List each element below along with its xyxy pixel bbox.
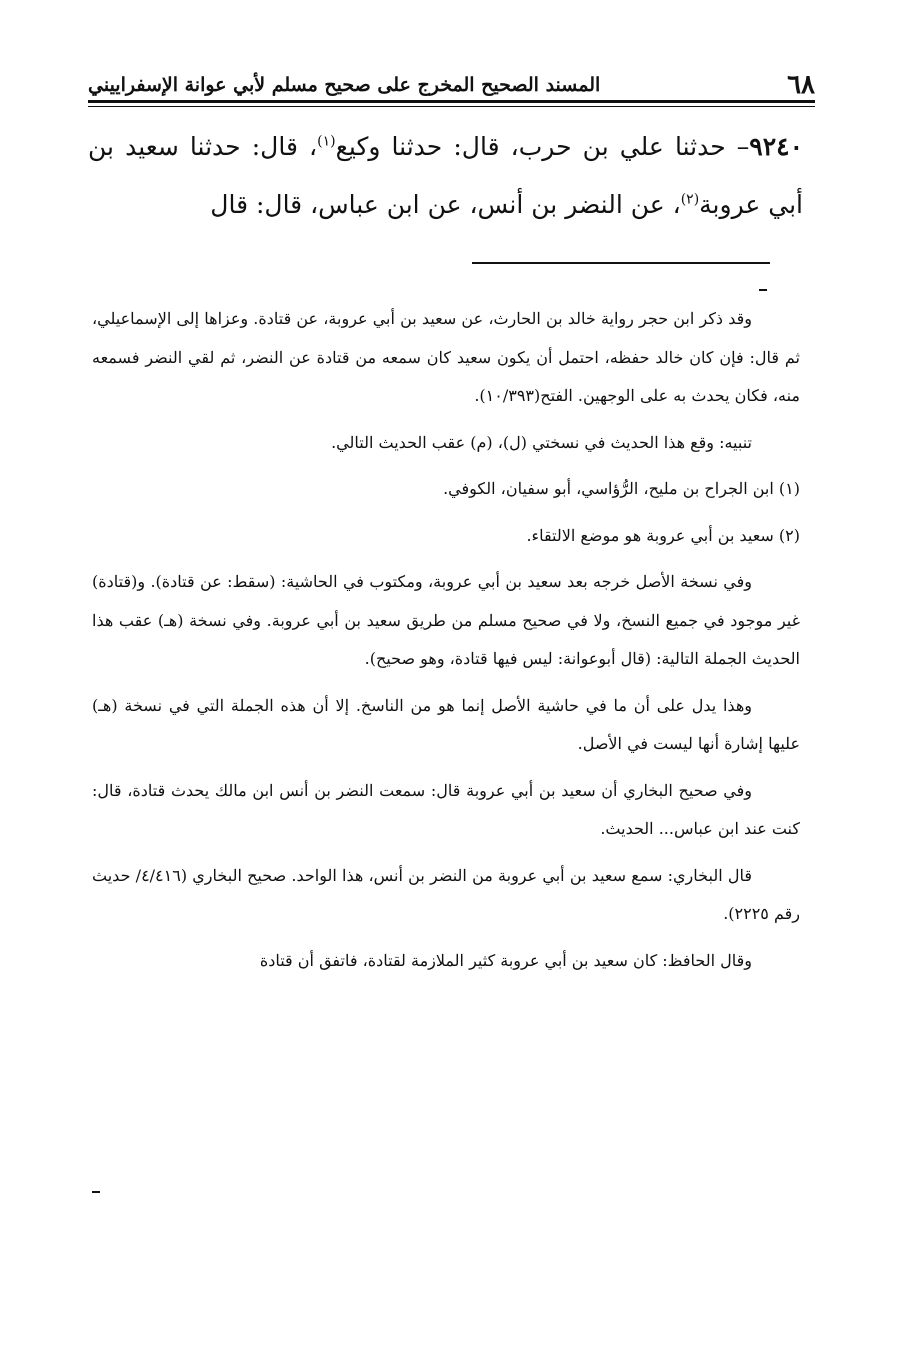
footnote-paragraph: وفي صحيح البخاري أن سعيد بن أبي عروبة قال: سمعت النضر بن أنس ابن مالك يحدث قتادة، قال: كنت عند ابن عباس... الحديث. xyxy=(92,780,800,838)
hadith-text xyxy=(88,118,803,234)
hadith-text-part1: – حدثنا علي بن حرب، قال: حدثنا وكيع xyxy=(335,132,750,161)
footnote-ref-1[interactable]: (١) xyxy=(317,133,336,150)
footnote-separator xyxy=(472,262,770,264)
page-number: ٦٨ xyxy=(787,70,815,100)
continuation-mark-bottom xyxy=(92,1191,100,1193)
footnote-paragraph: وقال الحافظ: كان سعيد بن أبي عروبة كثير الملازمة لقتادة، فاتفق أن قتادة xyxy=(259,950,752,970)
footnote-paragraph: وهذا يدل على أن ما في حاشية الأصل إنما هو من الناسخ. إلا أن هذه الجملة التي في نسخة (هـ) عليها إشارة أنها ليست في الأصل. xyxy=(92,695,800,753)
footnote-2: (٢) سعيد بن أبي عروبة هو موضع الالتقاء. xyxy=(526,525,800,545)
footnote-paragraph: قال البخاري: سمع سعيد بن أبي عروبة من النضر بن أنس، هذا الواحد. صحيح البخاري (٤/٤١٦/ حديث رقم ٢٢٢٥). xyxy=(92,865,800,923)
hadith-text-part2: ، قال: حدثنا سعيد بن أبي عروبة xyxy=(88,132,803,219)
continuation-mark-top xyxy=(759,289,767,291)
footnote-continuation: وقد ذكر ابن حجر رواية خالد بن الحارث، عن سعيد بن أبي عروبة، عن قتادة. وعزاها إلى الإسماعيلي، ثم قال: فإن كان خالد حفظه، احتمل أن يكون سعيد كان سمعه من قتادة عن النضر، ثم لقي النضر فسمعه منه، فكان يحدث به على الوجهين. الفتح(١٠/٣٩٣). xyxy=(92,309,800,405)
hadith-text-part3: ، عن النضر بن أنس، عن ابن عباس، قال: قال xyxy=(210,190,681,219)
footnote-paragraph: وفي نسخة الأصل خرجه بعد سعيد بن أبي عروبة، ومكتوب في الحاشية: (سقط: عن قتادة). و(قتادة) غير موجود في جميع النسخ، ولا في صحيح مسلم من طريق سعيد بن أبي عروبة. وفي نسخة (هـ) عقب هذا الحديث الجملة التالية: (قال أبوعوانة: ليس فيها قتادة، وهو صحيح). xyxy=(92,572,800,668)
footnotes xyxy=(92,300,800,988)
footnote-notice: تنبيه: وقع هذا الحديث في نسختي (ل)، (م) عقب الحديث التالي. xyxy=(331,432,752,452)
hadith-paragraph xyxy=(88,118,803,234)
hadith-number: ٩٢٤٠ xyxy=(749,132,803,161)
running-title: المسند الصحيح المخرج على صحيح مسلم لأبي عوانة الإسفراييني xyxy=(88,74,601,96)
footnote-1: (١) ابن الجراح بن مليح، الرُّؤاسي، أبو سفيان، الكوفي. xyxy=(443,479,800,498)
header-rule xyxy=(88,100,815,107)
running-header xyxy=(88,60,815,100)
footnote-ref-2[interactable]: (٢) xyxy=(680,191,700,208)
